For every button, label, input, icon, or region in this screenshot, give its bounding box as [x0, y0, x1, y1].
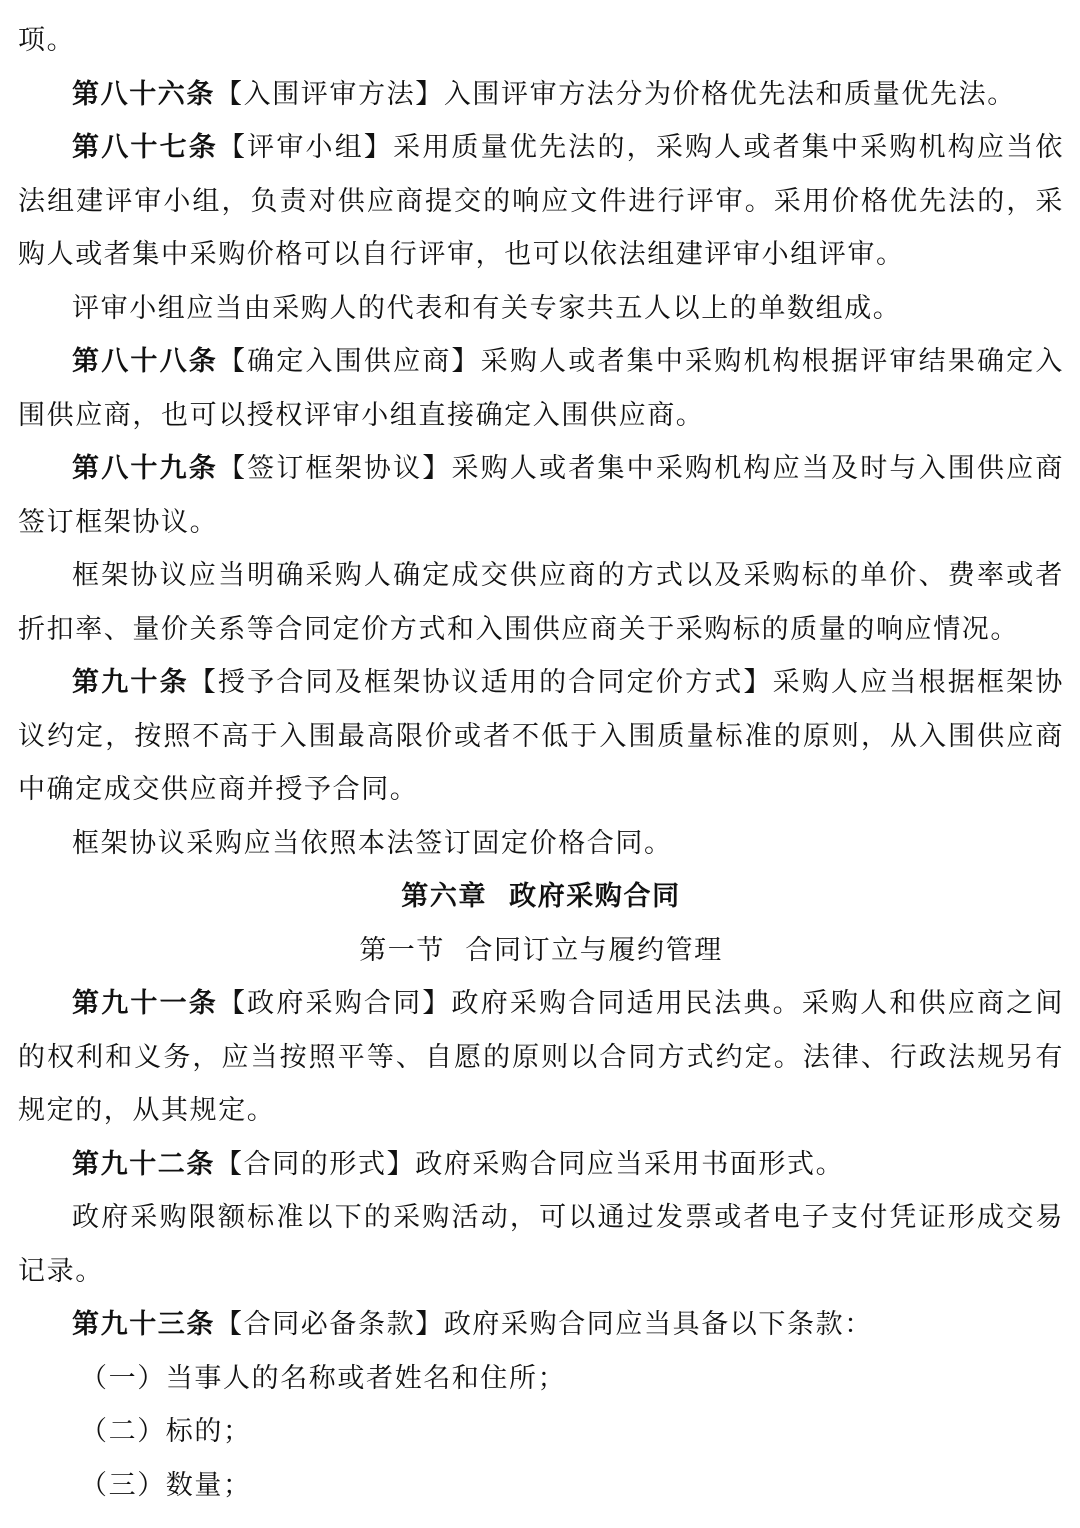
article-title: 【签订框架协议】	[217, 453, 452, 484]
paragraph-text: 评审小组应当由采购人的代表和有关专家共五人以上的单数组成。	[72, 292, 902, 324]
paragraph-text: 框架协议应当明确采购人确定成交供应商的方式以及采购标的单价、费率或者折扣率、量价关系等合同定价方式和入围供应商关于采购标的质量的响应情况。	[18, 560, 1064, 645]
article-87	[18, 121, 1064, 282]
section-heading: 第一节 合同订立与履约管理	[359, 934, 723, 966]
article-number: 第九十三条	[72, 1309, 215, 1340]
article-title: 【入围评审方法】	[215, 78, 444, 110]
document-page	[18, 14, 1064, 1512]
article-number: 第九十条	[72, 667, 189, 698]
article-title: 【评审小组】	[217, 132, 394, 163]
article-number: 第九十一条	[72, 988, 218, 1019]
article-86	[18, 68, 1064, 122]
article-title: 【政府采购合同】	[217, 988, 452, 1019]
article-number: 第八十九条	[72, 453, 218, 484]
paragraph-text: 项。	[18, 25, 76, 56]
paragraph-transaction-record	[18, 1191, 1064, 1298]
paragraph-continuation	[18, 14, 1064, 68]
paragraph-framework-content	[18, 549, 1064, 656]
paragraph-review-panel	[18, 282, 1064, 336]
article-title: 【合同的形式】	[215, 1148, 416, 1180]
article-text: 采购人或者集中采购机构应当及时与入围供应商签订框架协议。	[18, 453, 1064, 538]
article-text: 政府采购合同应当具备以下条款：	[443, 1309, 873, 1340]
list-item: （三）数量；	[80, 1469, 252, 1501]
article-92	[18, 1138, 1064, 1192]
article-91	[18, 977, 1064, 1138]
article-number: 第八十七条	[72, 132, 218, 163]
article-text: 政府采购合同适用民法典。采购人和供应商之间的权利和义务，应当按照平等、自愿的原则以合同方式约定。法律、行政法规另有规定的，从其规定。	[18, 988, 1064, 1126]
article-93	[18, 1298, 1064, 1352]
paragraph-fixed-price	[18, 817, 1064, 871]
article-number: 第八十六条	[72, 78, 215, 110]
list-item: （二）标的；	[80, 1416, 252, 1447]
article-number: 第九十二条	[72, 1148, 215, 1180]
article-90	[18, 656, 1064, 817]
article-text: 采购人或者集中采购机构根据评审结果确定入围供应商，也可以授权评审小组直接确定入围供应商。	[18, 346, 1064, 431]
list-item: （一）当事人的名称或者姓名和住所；	[80, 1362, 567, 1394]
article-title: 【授予合同及框架协议适用的合同定价方式】	[188, 667, 773, 698]
paragraph-text: 框架协议采购应当依照本法签订固定价格合同。	[72, 827, 673, 859]
article-number: 第八十八条	[72, 346, 218, 377]
article-88	[18, 335, 1064, 442]
chapter-heading: 第六章 政府采购合同	[401, 881, 681, 912]
article-title: 【确定入围供应商】	[217, 346, 481, 377]
article-text: 采用质量优先法的，采购人或者集中采购机构应当依法组建评审小组，负责对供应商提交的响应文件进行评审。采用价格优先法的，采购人或者集中采购价格可以自行评审，也可以依法组建评审小组评审。	[18, 132, 1064, 270]
article-title: 【合同必备条款】	[215, 1309, 444, 1340]
article-89	[18, 442, 1064, 549]
article-text: 入围评审方法分为价格优先法和质量优先法。	[443, 78, 1016, 110]
article-text: 政府采购合同应当采用书面形式。	[415, 1148, 845, 1180]
article-text: 采购人应当根据框架协议约定，按照不高于入围最高限价或者不低于入围质量标准的原则，从入围供应商中确定成交供应商并授予合同。	[18, 667, 1064, 805]
paragraph-text: 政府采购限额标准以下的采购活动，可以通过发票或者电子支付凭证形成交易记录。	[18, 1202, 1064, 1287]
